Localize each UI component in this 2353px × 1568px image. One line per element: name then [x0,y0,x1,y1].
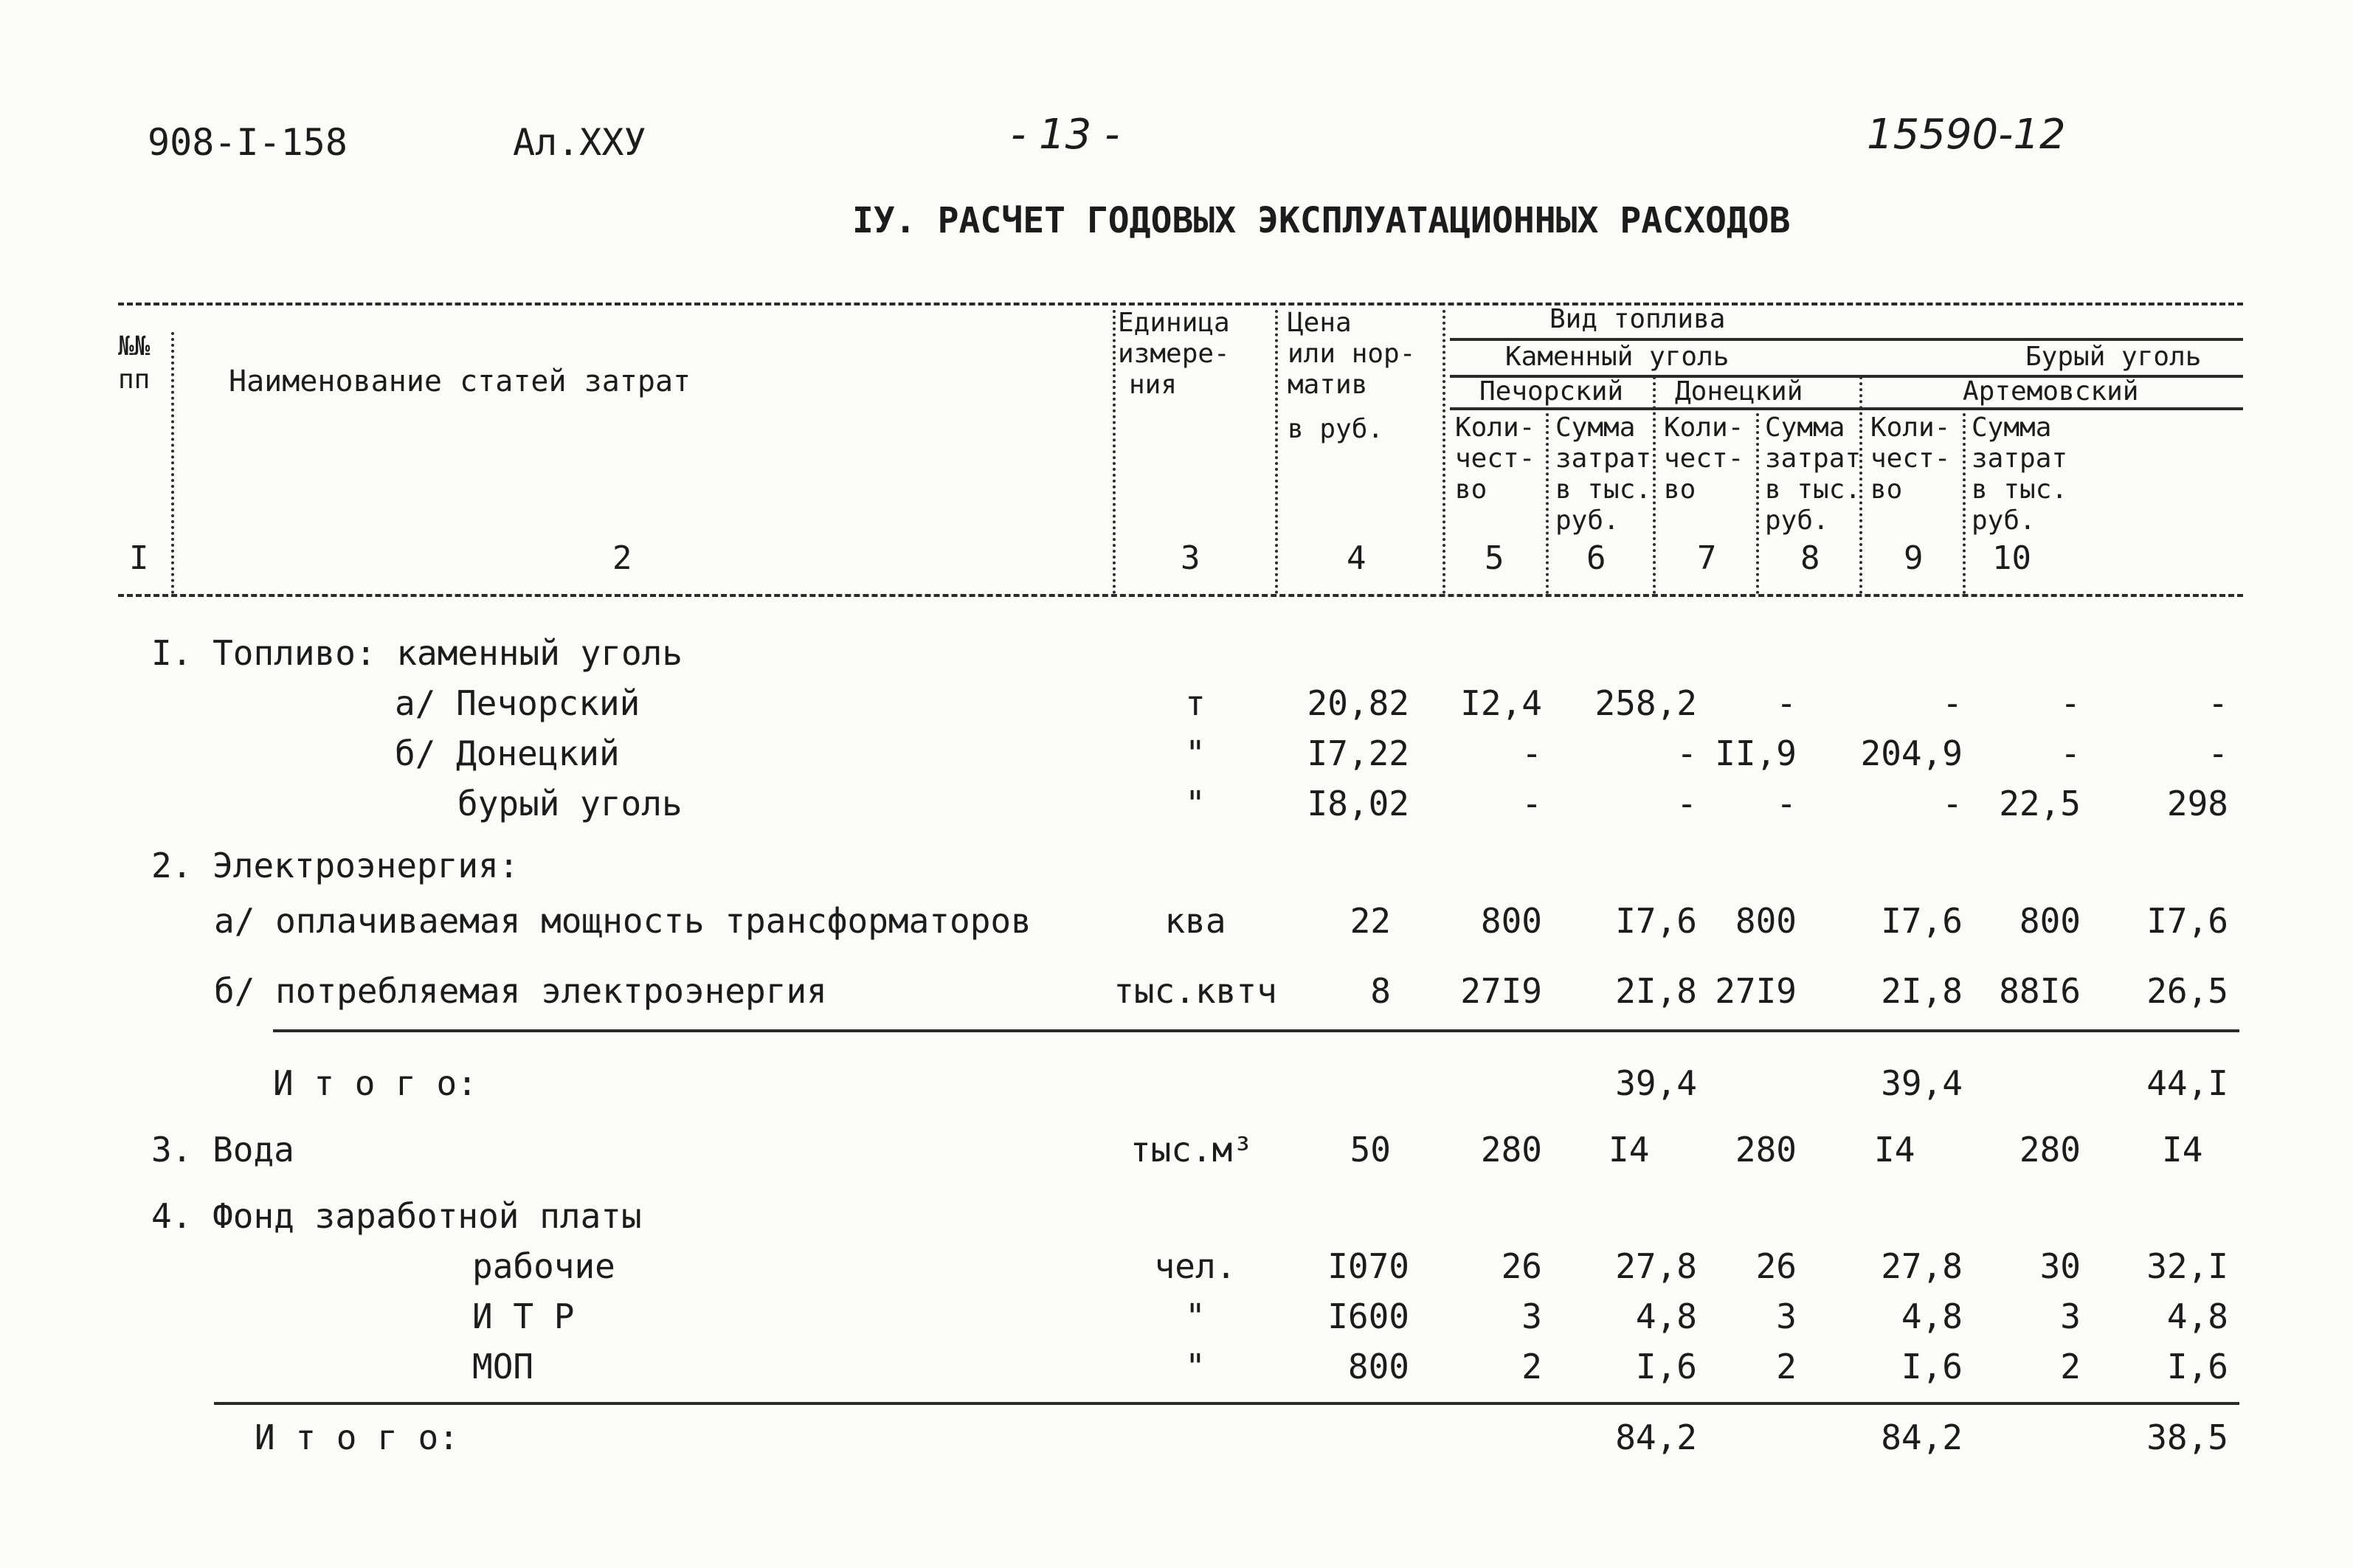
row-price: 20,82 [1307,683,1409,723]
sum6-line4: руб. [1555,505,1620,536]
row-c8: 27,8 [1881,1246,1963,1286]
power-total-c10: 44,I [2146,1063,2228,1103]
subtotal-rule [273,1029,2239,1032]
sum8-line1: Сумма [1765,412,1845,443]
row-c8: I4 [1874,1130,1915,1170]
row-c9: - [2060,733,2081,773]
row-c10: - [2208,683,2228,723]
qty7-line3: во [1664,474,1696,505]
row-price: I070 [1327,1246,1409,1286]
qty9-line1: Коли- [1870,412,1951,443]
row-c6: 2I,8 [1615,971,1697,1011]
row-c10: 298 [2166,784,2228,823]
row-unit: ква [1164,901,1226,941]
row-unit: т [1185,683,1206,723]
price-header-line1: Цена [1288,308,1352,338]
row-c5: - [1521,733,1542,773]
sum10-line1: Сумма [1972,412,2052,443]
unit-header-line2: измере- [1118,339,1230,369]
colnum-5: 5 [1485,539,1504,577]
col-sep-9 [1963,413,1966,594]
unit-header-line1: Единица [1118,308,1230,338]
row-name: рабочие [472,1246,615,1286]
section-fuel-title: I. Топливо: каменный уголь [151,633,683,673]
row-c5: 27I9 [1460,971,1542,1011]
fuel-type-header: Вид топлива [1549,304,1726,334]
page-number: - 13 - [1011,111,1120,159]
header-top-rule [118,303,2243,305]
row-c7: 27I9 [1715,971,1797,1011]
colnum-6: 6 [1586,539,1606,577]
row-unit: " [1185,784,1206,823]
price-header-line4: в руб. [1288,414,1384,444]
col-sep-3 [1275,310,1278,594]
num-header-line2: пп [118,365,151,395]
row-c5: 800 [1480,901,1542,941]
colnum-10: 10 [1992,539,2031,577]
row-c8: - [1942,683,1963,723]
row-name: МОП [472,1347,534,1386]
row-c10: 32,I [2146,1246,2228,1286]
row-c8: 4,8 [1901,1296,1963,1336]
row-c7: - [1776,683,1797,723]
row-c6: I4 [1609,1130,1650,1170]
donetsk-header: Донецкий [1675,376,1803,407]
row-c6: 4,8 [1635,1296,1697,1336]
qty7-line1: Коли- [1664,412,1744,443]
section-power-title: 2. Электроэнергия: [151,846,519,885]
row-name: б/ потребляемая электроэнергия [214,971,827,1011]
row-c10: 26,5 [2146,971,2228,1011]
row-c7: 26 [1755,1246,1797,1286]
row-c7: - [1776,784,1797,823]
row-c9: 280 [2019,1130,2081,1170]
sum6-line3: в тыс. [1555,474,1652,505]
row-name: бурый уголь [457,784,683,823]
row-unit: чел. [1154,1246,1237,1286]
row-c5: I2,4 [1460,683,1542,723]
row-c6: 258,2 [1594,683,1697,723]
row-c6: - [1676,784,1697,823]
row-unit: " [1185,1296,1206,1336]
row-price: 50 [1350,1130,1391,1170]
col-sep-2 [1113,310,1116,594]
row-c10: 4,8 [2166,1296,2228,1336]
colnum-7: 7 [1697,539,1717,577]
colnum-2: 2 [612,539,632,577]
row-c5: 2 [1521,1347,1542,1386]
sum6-line1: Сумма [1555,412,1636,443]
hard-coal-header: Каменный уголь [1505,342,1730,372]
row-c9: 2 [2060,1347,2081,1386]
row-c9: - [2060,683,2081,723]
row-c8: I7,6 [1881,901,1963,941]
total-rule [214,1402,2239,1405]
row-c5: 3 [1521,1296,1542,1336]
wages-total-c10: 38,5 [2146,1417,2228,1457]
col-sep-4 [1442,310,1445,594]
row-price: 8 [1370,971,1391,1011]
unit-header-line3: ния [1129,370,1178,400]
qty5-line1: Коли- [1455,412,1535,443]
num-header-line1: №№ [118,331,151,362]
section-wages-title: 4. Фонд заработной платы [151,1196,642,1236]
row-c9: 22,5 [1999,784,2081,823]
row-c10: I,6 [2166,1347,2228,1386]
qty9-line2: чест- [1870,443,1951,474]
row-price: I8,02 [1307,784,1409,823]
row-price: I7,22 [1307,733,1409,773]
row-c8: 204,9 [1860,733,1963,773]
price-header-line3: матив [1288,370,1368,400]
power-total-c6: 39,4 [1615,1063,1697,1103]
name-header: Наименование статей затрат [229,365,691,398]
page-title: IУ. РАСЧЕТ ГОДОВЫХ ЭКСПЛУАТАЦИОННЫХ РАСХОДОВ [852,200,1791,241]
qty5-line3: во [1455,474,1488,505]
fuel-type-rule [1450,338,2243,341]
album-number: Ал.XXУ [513,121,646,164]
row-unit: " [1185,733,1206,773]
wages-total-c8: 84,2 [1881,1417,1963,1457]
colnum-1: I [129,539,149,577]
wages-total-label: И т о г о: [255,1417,459,1457]
col-sep-7 [1756,413,1759,594]
col-sep-6 [1653,376,1656,594]
row-price: 22 [1350,901,1391,941]
sum10-line4: руб. [1972,505,2036,536]
row-name: И Т Р [472,1296,575,1336]
row-c9: 3 [2060,1296,2081,1336]
colnum-4: 4 [1347,539,1366,577]
row-c6: - [1676,733,1697,773]
row-price: 800 [1347,1347,1409,1386]
sum10-line3: в тыс. [1972,474,2068,505]
row-name: б/ Донецкий [395,733,620,773]
row-c6: 27,8 [1615,1246,1697,1286]
row-c6: I7,6 [1615,901,1697,941]
pechora-header: Печорский [1479,376,1624,407]
colnum-9: 9 [1904,539,1924,577]
row-price: I600 [1327,1296,1409,1336]
row-c10: I7,6 [2146,901,2228,941]
power-total-label: И т о г о: [273,1063,477,1103]
row-unit: тыс.м³ [1130,1130,1254,1170]
col-sep-5 [1546,413,1549,594]
power-total-c8: 39,4 [1881,1063,1963,1103]
sum10-line2: затрат [1972,443,2068,474]
sum8-line2: затрат [1765,443,1862,474]
row-c7: 2 [1776,1347,1797,1386]
qty5-line2: чест- [1455,443,1535,474]
col-sep-1 [171,332,174,594]
row-c5: 26 [1501,1246,1542,1286]
row-c5: - [1521,784,1542,823]
row-c10: I4 [2162,1130,2203,1170]
row-name: 3. Вода [151,1130,294,1170]
row-c6: I,6 [1635,1347,1697,1386]
artemovsk-header: Артемовский [1963,376,2139,407]
sheet-code: 15590-12 [1867,111,2066,159]
row-c9: 800 [2019,901,2081,941]
colnum-8: 8 [1800,539,1820,577]
brown-coal-header: Бурый уголь [2025,342,2202,372]
row-c8: 2I,8 [1881,971,1963,1011]
colnum-3: 3 [1181,539,1200,577]
row-unit: тыс.квтч [1113,971,1277,1011]
header-bottom-rule [118,594,2243,597]
sum8-line4: руб. [1765,505,1829,536]
qty7-line2: чест- [1664,443,1744,474]
row-c7: II,9 [1715,733,1797,773]
row-c9: 88I6 [1999,971,2081,1011]
doc-code: 908-I-158 [148,121,348,164]
row-name: а/ оплачиваемая мощность трансформаторов [214,901,1032,941]
sum6-line2: затрат [1555,443,1652,474]
wages-total-c6: 84,2 [1615,1417,1697,1457]
row-c9: 30 [2039,1246,2081,1286]
row-name: а/ Печорский [395,683,640,723]
coal-grade-rule [1450,407,2243,410]
row-c7: 3 [1776,1296,1797,1336]
row-c7: 280 [1735,1130,1797,1170]
qty9-line3: во [1870,474,1903,505]
row-c10: - [2208,733,2228,773]
row-c5: 280 [1480,1130,1542,1170]
row-c8: I,6 [1901,1347,1963,1386]
price-header-line2: или нор- [1288,339,1416,369]
sum8-line3: в тыс. [1765,474,1862,505]
row-unit: " [1185,1347,1206,1386]
row-c7: 800 [1735,901,1797,941]
row-c8: - [1942,784,1963,823]
